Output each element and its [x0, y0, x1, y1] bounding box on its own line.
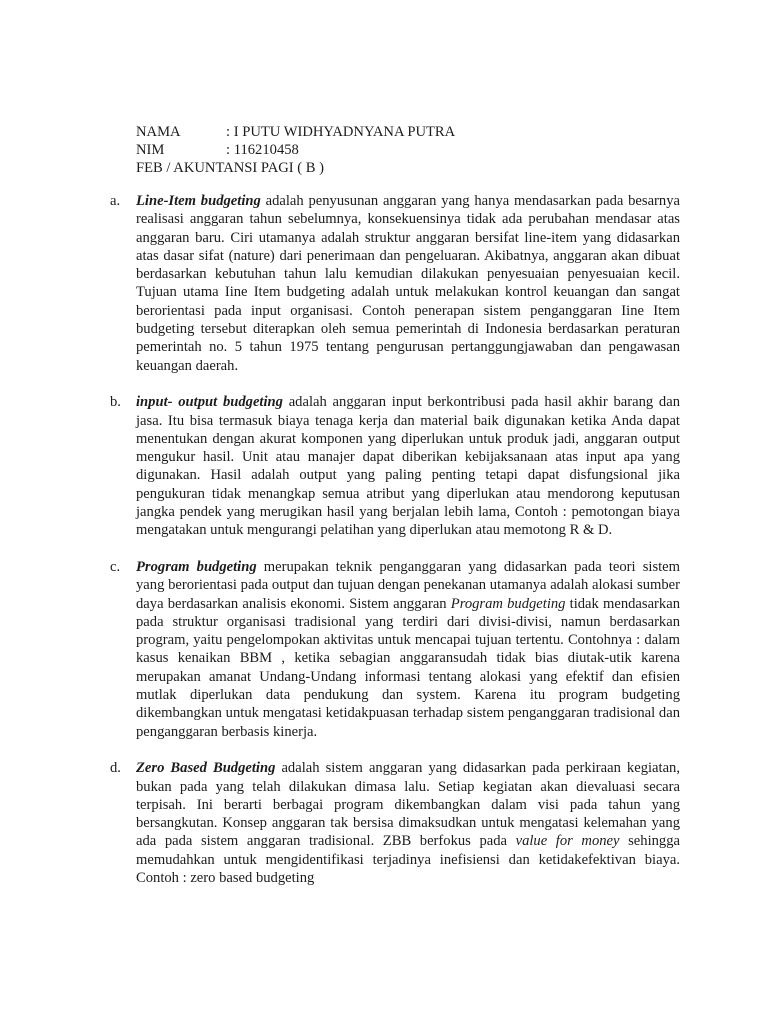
item-term: Line-Item budgeting	[136, 193, 261, 209]
item-paragraph	[136, 393, 680, 539]
nim-row	[136, 141, 455, 159]
item-term: Zero Based Budgeting	[136, 760, 276, 777]
item-term: Program budgeting	[136, 558, 257, 575]
item-text: adalah penyusunan anggaran yang hanya mendasarkan pada besarnya realisasi anggaran tahun sebelumnya, konsekuensinya tidak ada perubahan mendasar atas anggaran baru. Ciri utamanya adalah struktur anggaran bersifat line-item yang didasarkan atas dasar sifat (nature) dari penerimaan dan pengeluaran. Akibatnya, anggaran akan dibuat berdasarkan kebutuhan tahun lalu kemudian dilakukan penyesuaian penyesuaian kecil. Tujuan utama Iine Item budgeting adalah untuk melakukan kontrol keuangan dan sangat berorientasi pada input organisasi. Contoh penerapan sistem penganggaran Iine Item budgeting tersebut diterapkan oleh semua pemerintah di Indonesia berdasarkan peraturan pemerintah no. 5 tahun 1975 tentang pengurusan pertanggungjawaban dan pengawasan keuangan daerah.	[136, 193, 680, 374]
item-paragraph	[136, 759, 680, 887]
nim-label: NIM	[136, 142, 165, 158]
item-marker: c.	[110, 558, 121, 575]
item-italic-term: Program budgeting	[450, 595, 566, 612]
item-text: sehingga memudahkan untuk mengidentifikasi terjadinya inefisiensi dan ketidakefektivan biaya. Contoh : zero based budgeting	[136, 833, 680, 886]
item-text: merupakan teknik penganggaran yang didasarkan pada teori sistem yang berorientasi pada output dan tujuan dengan penekanan utamanya adalah alokasi sumber daya berdasarkan analisis ekonomi. Sistem anggaran	[136, 558, 681, 612]
budgeting-list	[100, 192, 680, 906]
faculty-row	[136, 159, 455, 177]
item-marker: a.	[110, 193, 121, 209]
item-marker: b.	[110, 394, 121, 411]
student-header	[136, 123, 455, 177]
list-item-program	[100, 558, 680, 741]
item-text: adalah sistem anggaran yang didasarkan pada perkiraan kegiatan, bukan pada yang telah dilakukan dimasa lalu. Setiap kegiatan akan dievaluasi secara terpisah. Ini berarti berbagai program dikembangkan dalam visi pada tahun yang bersangkutan. Konsep anggaran tak bersisa dimaksudkan untuk mengatasi kelemahan yang ada pada sistem anggaran tradisional. ZBB berfokus pada	[136, 760, 680, 850]
list-item-input-output	[100, 393, 680, 539]
name-value: : I PUTU WIDHYADNYANA PUTRA	[226, 124, 456, 140]
item-text: tidak mendasarkan pada struktur organisasi tradisional yang terdiri dari divisi-divisi, namun berdasarkan program, yaitu pengelompokan aktivitas untuk mencapai tujuan tertentu. Contohnya : dalam kasus kenaikan BBM , ketika sebagian anggaransudah tidak bias diutak-utik karena merupakan amanat Undang-Undang informasi tentang alokasi yang efektif dan efisien mutlak diperlukan data pendukung dan system. Karena itu program budgeting dikembangkan untuk mengatasi ketidakpuasan terhadap sistem penganggaran tradisional dan penganggaran berbasis kinerja.	[136, 595, 680, 740]
item-italic-term: value for money	[515, 833, 620, 850]
name-row	[136, 123, 455, 141]
item-paragraph	[136, 558, 680, 741]
nim-value: : 116210458	[226, 142, 299, 158]
item-term: input- output budgeting	[136, 394, 283, 411]
list-item-line-item	[100, 192, 680, 375]
list-item-zero-based	[100, 759, 680, 887]
item-text: adalah anggaran input berkontribusi pada hasil akhir barang dan jasa. Itu bisa termasuk biaya tenaga kerja dan material baik digunakan ketika Anda dapat menentukan dengan akurat komponen yang diperlukan untuk produk jadi, anggaran output mengukur hasil. Unit atau manajer dapat diberikan kebijaksanaan atas input apa yang digunakan. Hasil adalah output yang paling penting tetapi dapat disfungsional jika pengukuran tidak menangkap semua atribut yang diperlukan atau mendorong keputusan jangka pendek yang merugikan hasil yang berjalan lebih lama, Contoh : pemotongan biaya mengatakan untuk mengurangi pelatihan yang diperlukan atau memotong R & D.	[136, 394, 680, 539]
faculty-text: FEB / AKUNTANSI PAGI ( B )	[136, 160, 325, 176]
name-label: NAMA	[136, 124, 181, 140]
item-marker: d.	[110, 760, 121, 777]
item-paragraph	[136, 192, 680, 375]
